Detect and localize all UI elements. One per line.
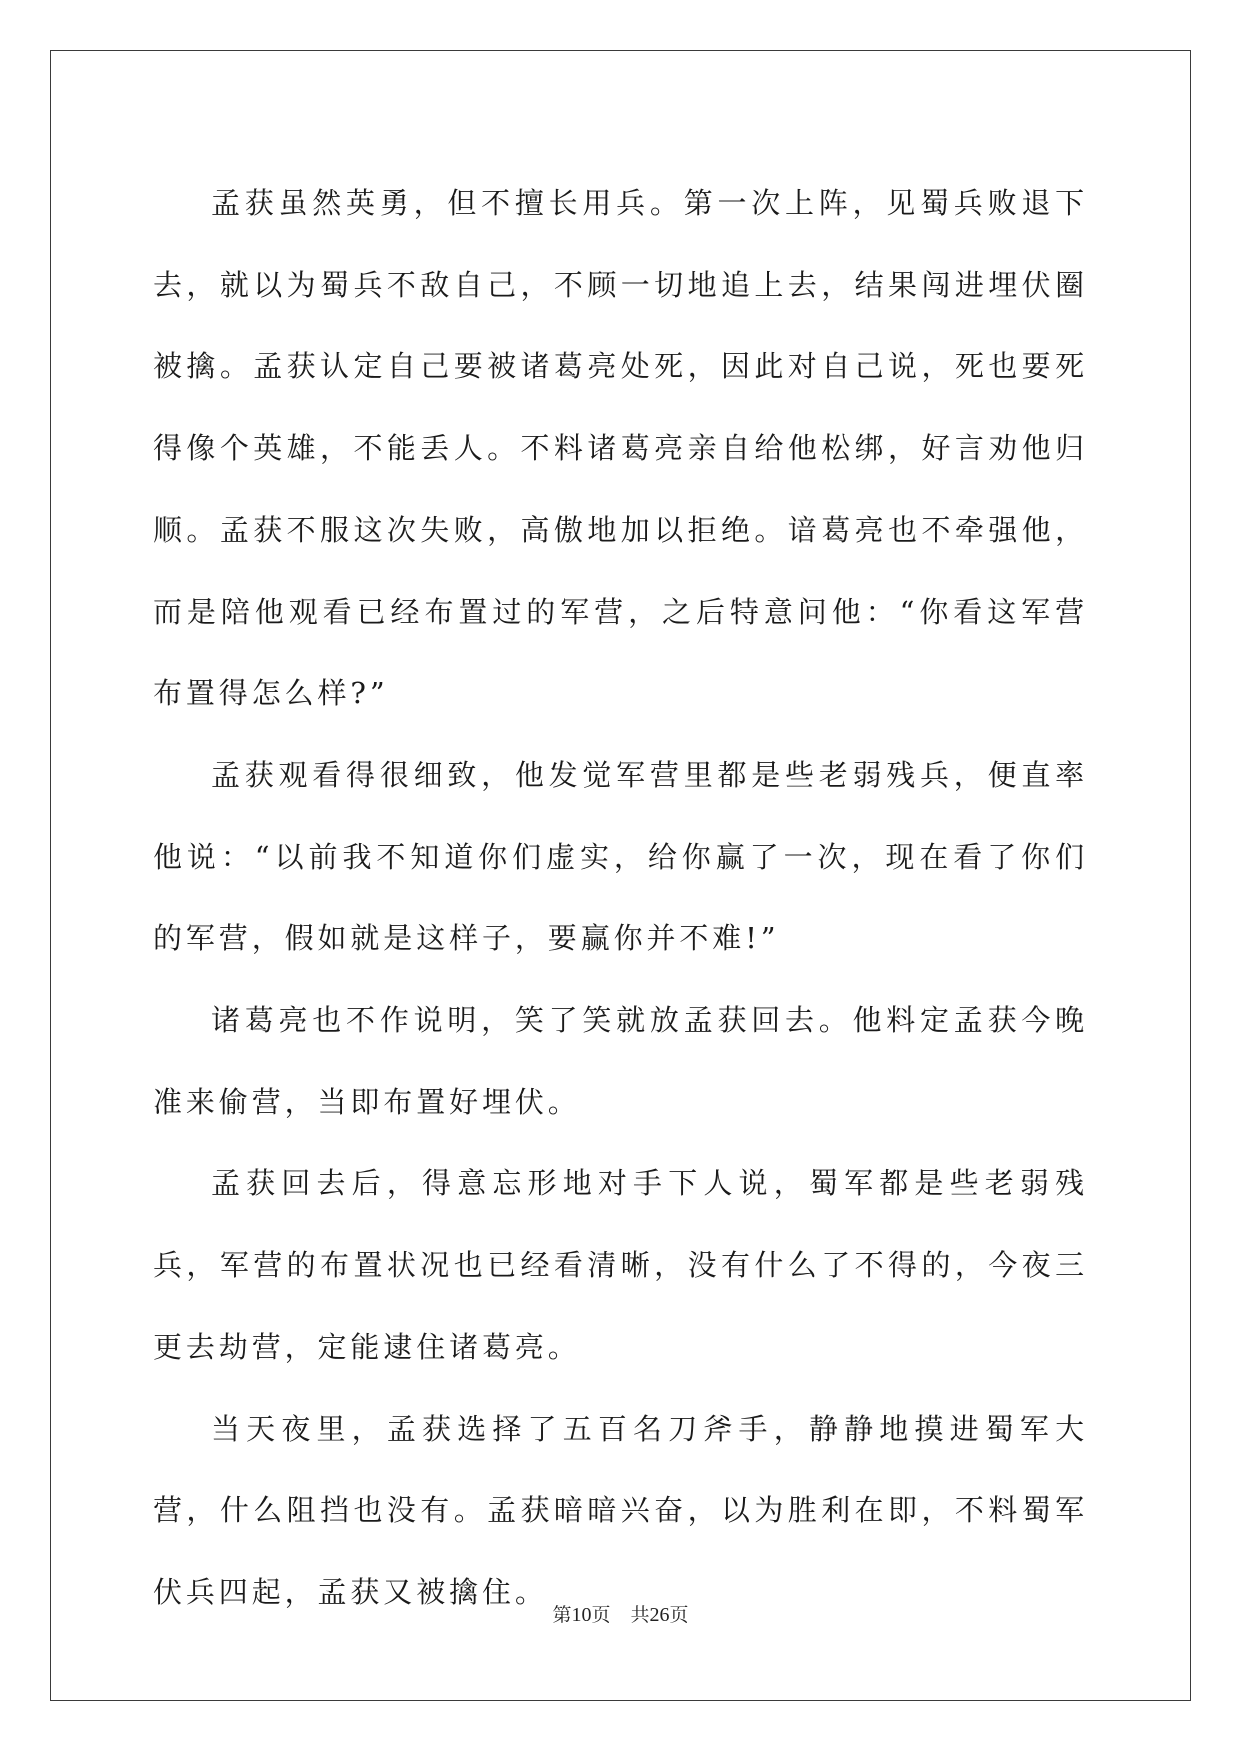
paragraph-5: 当天夜里，孟获选择了五百名刀斧手，静静地摸进蜀军大营，什么阻挡也没有。孟获暗暗兴奋，以为胜利在即，不料蜀军伏兵四起，孟获又被擒住。: [153, 1411, 1088, 1609]
paragraph-3: 诸葛亮也不作说明，笑了笑就放孟获回去。他料定孟获今晚准来偷营，当即布置好埋伏。: [153, 1003, 1088, 1119]
page-footer: [0, 1600, 1241, 1627]
paragraph-2: 孟获观看得很细致，他发觉军营里都是些老弱残兵，便直率他说：“以前我不知道你们虚实，给你赢了一次，现在看了你们的军营，假如就是这样子，要赢你并不难!”: [153, 757, 1088, 956]
footer-total-prefix: 共: [630, 1604, 650, 1626]
footer-total-suffix: 页: [669, 1604, 689, 1626]
document-body: [153, 163, 1088, 1634]
paragraph-4: 孟获回去后，得意忘形地对手下人说，蜀军都是些老弱残兵，军营的布置状况也已经看清晰，没有什么了不得的，今夜三更去劫营，定能逮住诸葛亮。: [153, 1166, 1088, 1364]
footer-prefix: 第: [552, 1604, 572, 1626]
total-pages-number: 26: [649, 1604, 670, 1626]
current-page-number: 10: [571, 1604, 592, 1626]
paragraph-1: 孟获虽然英勇，但不擅长用兵。第一次上阵，见蜀兵败退下去，就以为蜀兵不敌自己，不顾一切地追上去，结果闯进埋伏圈被擒。孟获认定自己要被诸葛亮处死，因此对自己说，死也要死得像个英雄，不能丢人。不料诸葛亮亲自给他松绑，好言劝他归顺。孟获不服这次失败，高傲地加以拒绝。谙葛亮也不牵强他，而是陪他观看已经布置过的军营，之后特意问他：“你看这军营布置得怎么样?”: [153, 186, 1088, 711]
footer-page-suffix: 页: [591, 1604, 611, 1626]
